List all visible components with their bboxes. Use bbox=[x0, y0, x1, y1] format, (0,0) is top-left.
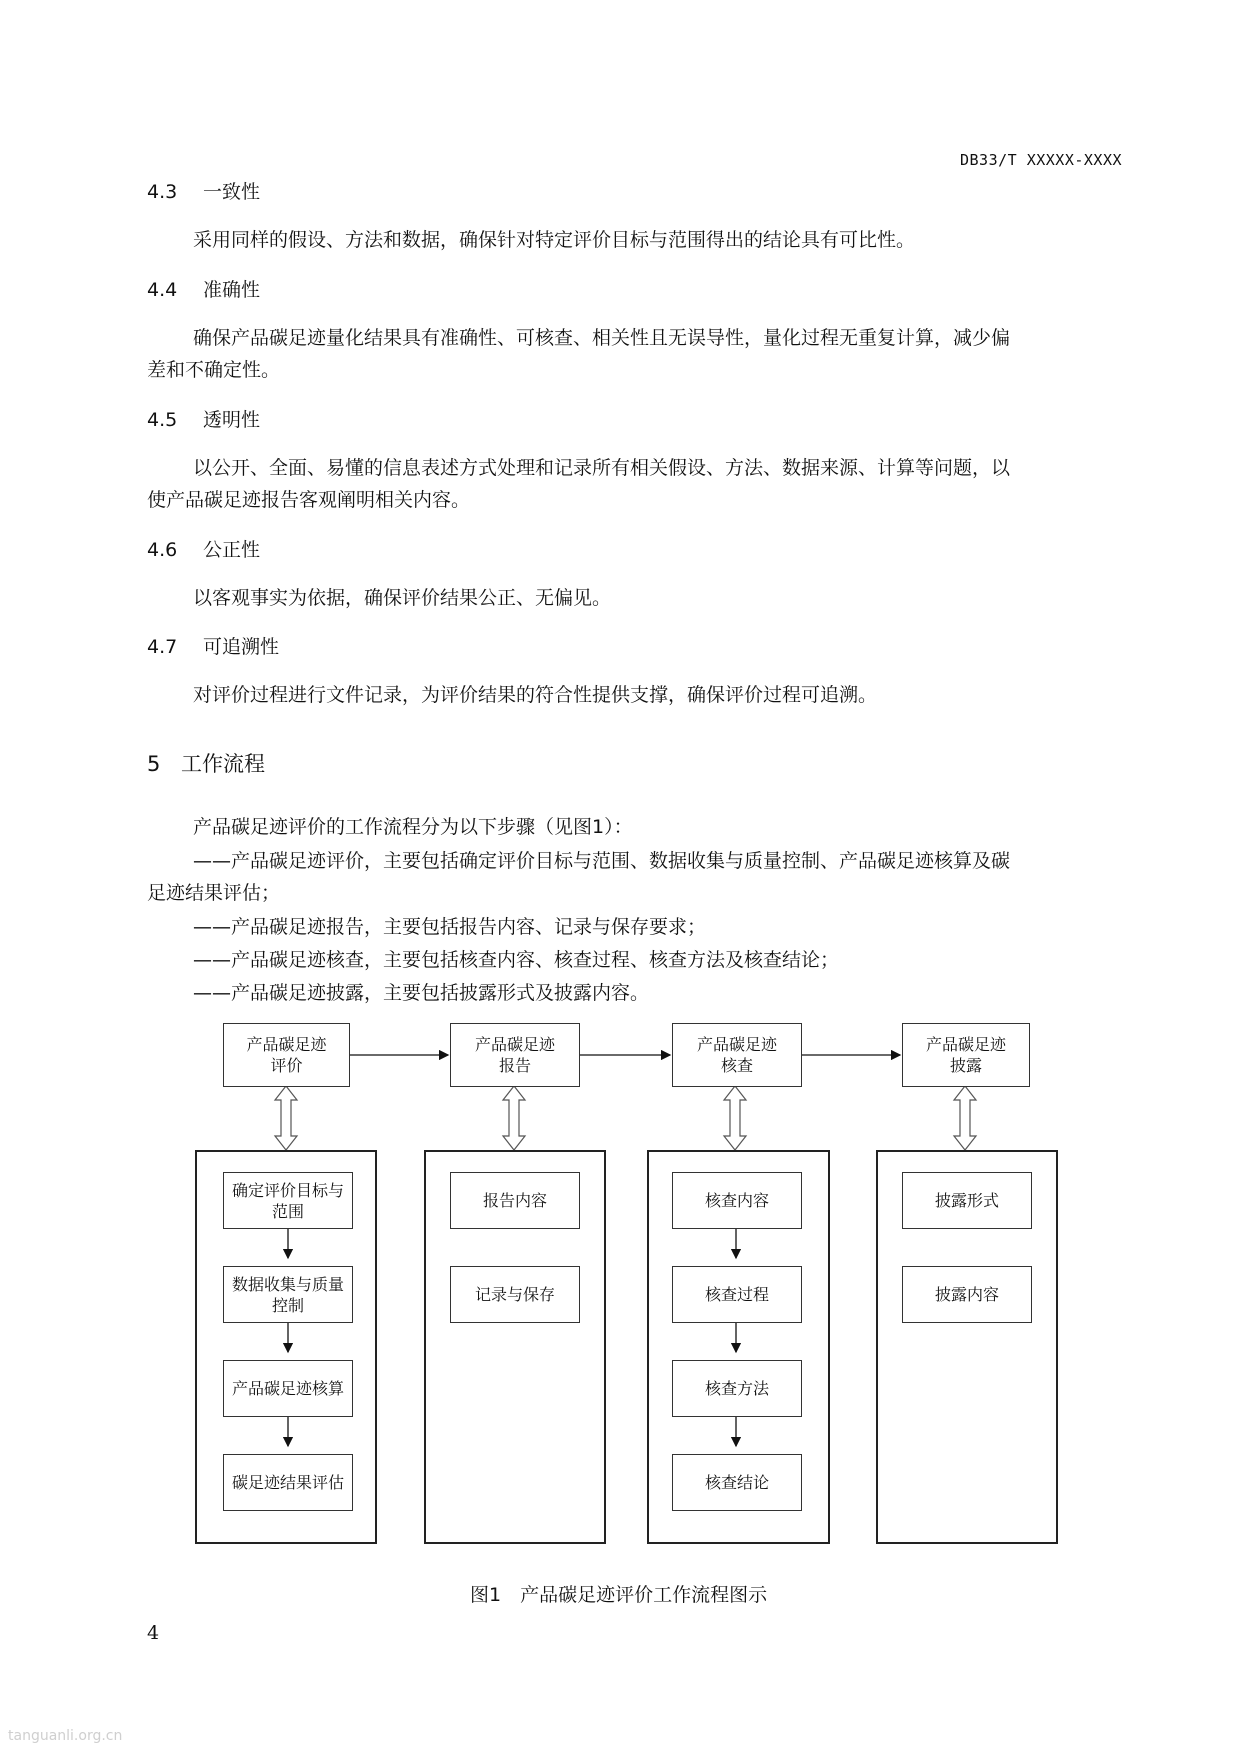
paragraph-4-6: 以客观事实为依据，确保评价结果公正、无偏见。 bbox=[193, 587, 612, 609]
step-box bbox=[672, 1360, 802, 1417]
chapter-number: 5 bbox=[147, 752, 161, 776]
chapter-title: 工作流程 bbox=[181, 752, 265, 776]
stage-label-line1: 产品碳足迹 bbox=[246, 1035, 327, 1054]
stage-label-line2: 报告 bbox=[498, 1056, 531, 1075]
paragraph-4-5-line2: 使产品碳足迹报告客观阐明相关内容。 bbox=[147, 489, 471, 511]
paragraph-4-4-line1: 确保产品碳足迹量化结果具有准确性、可核查、相关性且无误导性，量化过程无重复计算，减少偏 bbox=[193, 327, 1011, 349]
section-number: 4.7 bbox=[147, 636, 178, 658]
step-box bbox=[902, 1172, 1032, 1229]
list-item-1-line1: ——产品碳足迹评价，主要包括确定评价目标与范围、数据收集与质量控制、产品碳足迹核算及碳 bbox=[193, 850, 1011, 872]
stage-label-line2: 评价 bbox=[270, 1056, 303, 1075]
chapter5-intro: 产品碳足迹评价的工作流程分为以下步骤（见图1）： bbox=[193, 816, 633, 838]
section-number: 4.5 bbox=[147, 409, 178, 431]
double-arrow-verify bbox=[724, 1086, 746, 1150]
step-box bbox=[902, 1266, 1032, 1323]
paragraph-4-5-line1: 以公开、全面、易懂的信息表述方式处理和记录所有相关假设、方法、数据来源、计算等问题，以 bbox=[193, 457, 1011, 479]
list-item-1-line2: 足迹结果评估； bbox=[147, 882, 281, 904]
step-label-line1: 确定评价目标与 bbox=[231, 1180, 344, 1200]
stage-label-line1: 产品碳足迹 bbox=[474, 1035, 555, 1054]
step-label: 记录与保存 bbox=[474, 1285, 555, 1304]
step-label: 核查方法 bbox=[704, 1379, 769, 1398]
list-item-2: ——产品碳足迹报告，主要包括报告内容、记录与保存要求； bbox=[193, 916, 707, 938]
stage-label-line2: 核查 bbox=[720, 1056, 753, 1075]
list-item-3: ——产品碳足迹核查，主要包括核查内容、核查过程、核查方法及核查结论； bbox=[193, 949, 840, 971]
stage-label-line1: 产品碳足迹 bbox=[696, 1035, 777, 1054]
step-box bbox=[223, 1360, 353, 1417]
step-label-line1: 数据收集与质量 bbox=[231, 1274, 344, 1294]
list-item-4: ——产品碳足迹披露，主要包括披露形式及披露内容。 bbox=[193, 982, 650, 1004]
section-title: 公正性 bbox=[203, 539, 261, 561]
step-label: 披露形式 bbox=[934, 1191, 999, 1210]
stage-box-report bbox=[450, 1023, 580, 1087]
step-box bbox=[223, 1454, 353, 1511]
step-box bbox=[450, 1266, 580, 1323]
step-label: 报告内容 bbox=[482, 1191, 547, 1210]
section-title: 准确性 bbox=[203, 279, 261, 301]
section-number: 4.3 bbox=[147, 181, 178, 203]
step-label: 核查结论 bbox=[704, 1473, 769, 1492]
step-box bbox=[672, 1454, 802, 1511]
double-arrow-report bbox=[503, 1086, 525, 1150]
double-arrow-eval bbox=[275, 1086, 297, 1150]
step-box bbox=[223, 1266, 353, 1323]
stage-label-line2: 披露 bbox=[949, 1056, 982, 1075]
step-box bbox=[672, 1172, 802, 1229]
step-label: 核查内容 bbox=[704, 1191, 769, 1210]
figure-caption: 图1 产品碳足迹评价工作流程图示 bbox=[470, 1584, 768, 1606]
paragraph-4-7: 对评价过程进行文件记录，为评价结果的符合性提供支撑，确保评价过程可追溯。 bbox=[193, 684, 878, 706]
step-label: 核查过程 bbox=[704, 1285, 769, 1304]
step-box bbox=[450, 1172, 580, 1229]
step-label-line2: 范围 bbox=[271, 1201, 304, 1221]
page-number: 4 bbox=[147, 1622, 160, 1644]
step-box bbox=[223, 1172, 353, 1229]
section-number: 4.6 bbox=[147, 539, 178, 561]
step-label: 披露内容 bbox=[934, 1285, 999, 1304]
stage-box-evaluation bbox=[223, 1023, 350, 1087]
step-box bbox=[672, 1266, 802, 1323]
section-title: 透明性 bbox=[203, 409, 261, 431]
paragraph-4-3: 采用同样的假设、方法和数据，确保针对特定评价目标与范围得出的结论具有可比性。 bbox=[193, 229, 916, 251]
step-label: 碳足迹结果评估 bbox=[231, 1473, 344, 1492]
stage-box-disclosure bbox=[902, 1023, 1030, 1087]
stage-box-verification bbox=[672, 1023, 802, 1087]
paragraph-4-4-line2: 差和不确定性。 bbox=[147, 359, 281, 381]
step-label-line2: 控制 bbox=[271, 1295, 304, 1315]
watermark: tanguanli.org.cn bbox=[8, 1728, 123, 1744]
stage-label-line1: 产品碳足迹 bbox=[925, 1035, 1006, 1054]
section-number: 4.4 bbox=[147, 279, 178, 301]
step-label: 产品碳足迹核算 bbox=[231, 1379, 344, 1398]
double-arrow-disclose bbox=[954, 1086, 976, 1150]
document-code: DB33/T XXXXX-XXXX bbox=[960, 151, 1123, 169]
section-title: 一致性 bbox=[203, 181, 261, 203]
section-title: 可追溯性 bbox=[203, 636, 280, 658]
